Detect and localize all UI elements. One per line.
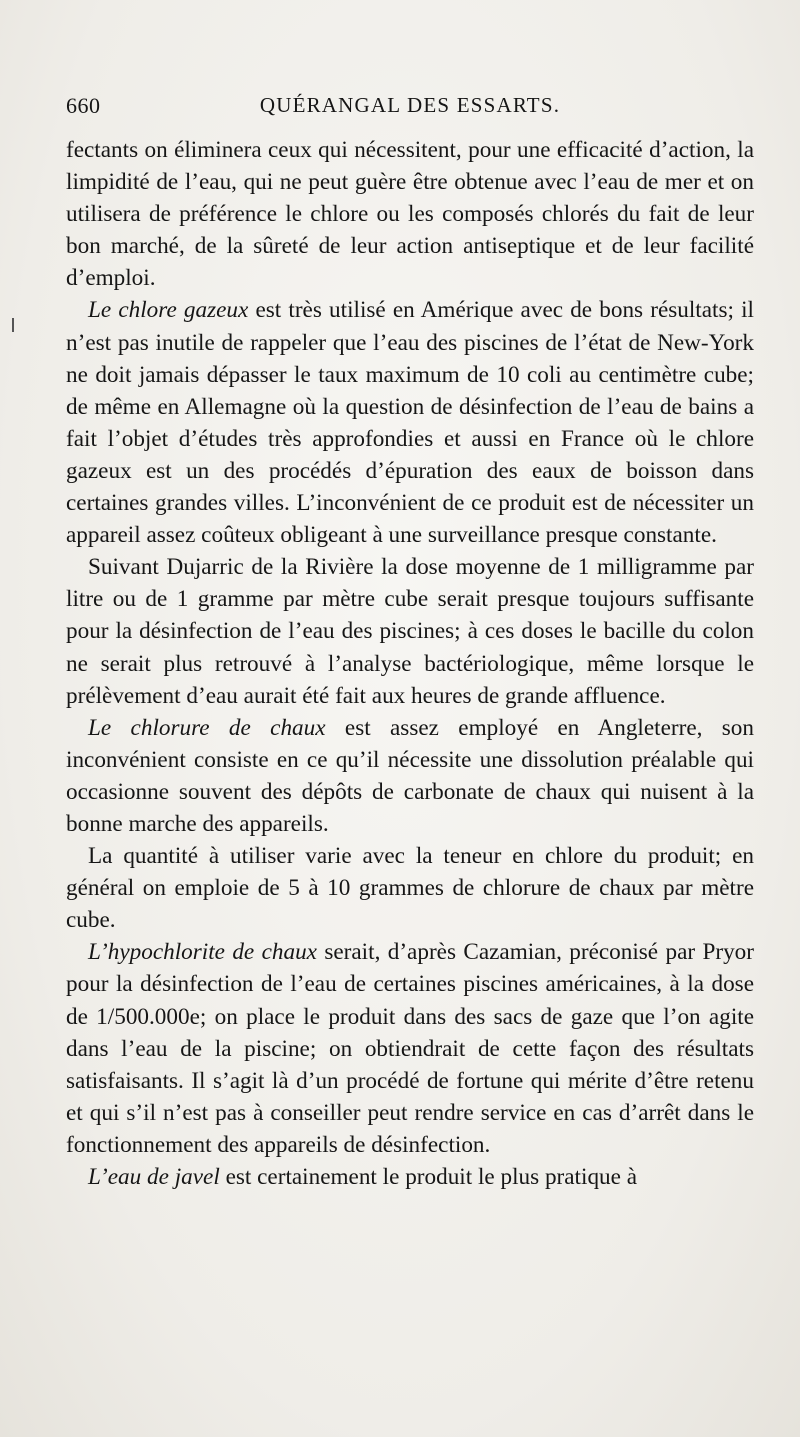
paragraph-text: est certainement le produit le plus pratique à: [219, 1164, 638, 1190]
paragraph-term: Le chlore gazeux: [88, 297, 249, 324]
paragraph: [66, 294, 754, 551]
paragraph-term: Le chlorure de chaux: [88, 714, 326, 741]
paragraph: [66, 551, 754, 711]
paragraph-text: est très utilisé en Amérique avec de bons résultats; il n’est pas inutile de rappeler que l’eau des piscines de l’état de New-York ne doit jamais dépasser le taux maximum de 10 coli au centimètre cube; de même en Allemagne où la question de désinfection de l’eau de bains a fait l’objet d’études très approfondies et aussi en France où le chlore gazeux est un des procédés d’épuration des eaux de boisson dans certaines grandes villes. L’inconvénient de ce produit est de nécessiter un appareil assez coûteux obligeant à une surveillance presque constante.: [66, 297, 754, 549]
paragraph: [66, 712, 754, 840]
paragraph-term: L’hypochlorite de chaux: [88, 939, 317, 966]
paragraph-term: L’eau de javel: [88, 1164, 220, 1190]
paragraph-text: serait, d’après Cazamian, préconisé par Pryor pour la désinfection de l’eau de certaines piscines américaines, à la dose de 1/500.000e; on place le produit dans des sacs de gaze que l’on agite dans l’eau de la piscine; on obtiendrait de cette façon des résultats satisfaisants. Il s’agit là d’un procédé de fortune qui mérite d’être retenu et qui s’il n’est pas à conseiller peut rendre service en cas d’arrêt dans le fonctionnement des appareils de désinfection.: [66, 939, 754, 1158]
paragraph-text: fectants on éliminera ceux qui nécessitent, pour une efficacité d’action, la limpidité de l’eau, qui ne peut guère être obtenue avec l’eau de mer et on utilisera de préférence le chlore ou les composés chlorés du fait de leur bon marché, de la sûreté de leur action antiseptique et de leur facilité d’emploi.: [66, 137, 754, 292]
paragraph-text: La quantité à utiliser varie avec la teneur en chlore du produit; en général on emploie de 5 à 10 grammes de chlorure de chaux par mètre cube.: [66, 843, 754, 934]
paragraph: [66, 840, 754, 936]
paragraph-text: Suivant Dujarric de la Rivière la dose moyenne de 1 milligramme par litre ou de 1 gramme par mètre cube serait presque toujours suffisante pour la désinfection de l’eau des piscines; à ces doses le bacille du colon ne serait plus retrouvé à l’analyse bactériologique, même lorsque le prélèvement d’eau aurait été fait aux heures de grande affluence.: [66, 554, 754, 709]
margin-mark: [12, 318, 14, 332]
paragraph: [66, 1161, 754, 1193]
page-header: [66, 93, 754, 125]
page-number: 660: [66, 93, 101, 118]
body-text: [66, 134, 754, 1193]
paragraph: [66, 936, 754, 1161]
running-title: QUÉRANGAL DES ESSARTS.: [259, 93, 561, 117]
paragraph-text: est assez employé en Angleterre, son inconvénient consiste en ce qu’il nécessite une dissolution préalable qui occasionne souvent des dépôts de carbonate de chaux qui nuisent à la bonne marche des appareils.: [66, 714, 754, 837]
paragraph: [66, 134, 754, 294]
